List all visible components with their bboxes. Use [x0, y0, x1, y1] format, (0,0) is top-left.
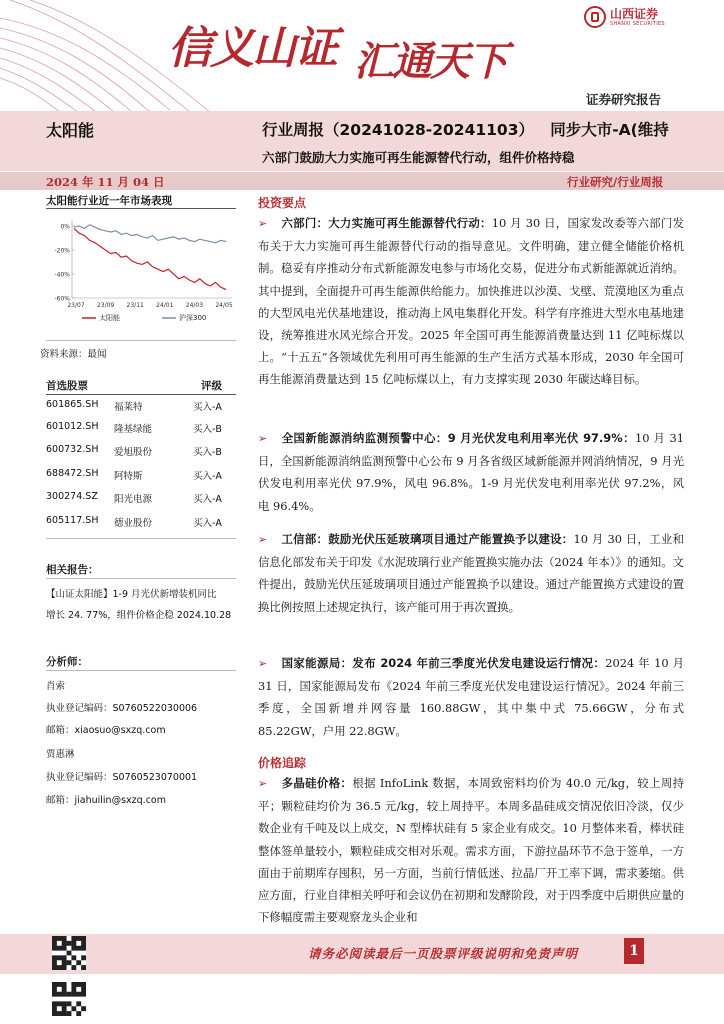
paragraph-lead: 全国新能源消纳监测预警中心：9 月光伏发电利用率光伏 97.9%：: [281, 431, 635, 445]
stock-rating: 买入-A: [193, 471, 222, 482]
y-tick-label: -40%: [54, 271, 70, 279]
stock-row: [46, 468, 236, 488]
stock-code: 300274.SZ: [46, 491, 98, 502]
divider: [46, 340, 236, 341]
analyst-license: 执业登记编码：S0760523070001: [46, 772, 198, 783]
stock-name: 隆基绿能: [114, 424, 153, 435]
sector-name: 太阳能: [46, 121, 95, 140]
x-tick-label: 24/01: [156, 302, 174, 309]
stock-name: 福莱特: [114, 402, 143, 413]
x-tick-label: 23/09: [96, 302, 115, 309]
analyst-email[interactable]: 邮箱：xiaosuo@sxzq.com: [46, 725, 166, 736]
logo-icon: [584, 6, 606, 28]
section-title-price: 价格追踪: [258, 756, 307, 770]
stock-row: [46, 491, 236, 511]
arrow-bullet-icon: ➢: [258, 533, 268, 546]
stock-rating: 买入-B: [193, 447, 222, 458]
y-tick-label: -20%: [54, 247, 70, 255]
series-line-1: [74, 225, 226, 243]
related-reports-title: 相关报告：: [46, 564, 99, 576]
related-report-link[interactable]: [46, 584, 246, 626]
qr-code-icon: [52, 936, 86, 970]
paragraph-text: 10 月 30 日，国家发改委等六部门发布关于大力实施可再生能源替代行动的指导意见。文件明确，建立健全储能价格机制。稳妥有序推动分布式新能源发电参与市场化交易，促进分布式新能源就近消纳。其中提到，全面提升可再生能源供给能力。加快推进以沙漠、戈壁、荒漠地区为重点的大型风电光伏基地建设，推动海上风电集群化开发。科学有序推进大型水电基地建设，统筹推进水风光综合开发。2025 年全国可再生能源消费量达到 11 亿吨标煤以上。“十五五”各领域优先利用可再生能源的生产生活方式基本形成，2030 年全国可再生能源消费量达到 15 亿吨标煤以上，有力支撑实现 2030 年碳达峰目标。: [258, 216, 684, 387]
footer-disclaimer: 请务必阅读最后一页股票评级说明和免责声明: [308, 946, 579, 961]
series-line-0: [74, 228, 226, 289]
stock-row: [46, 399, 236, 419]
divider: [46, 394, 236, 395]
y-tick-label: 0%: [60, 223, 70, 231]
paragraph-lead: 国家能源局：发布 2024 年前三季度光伏发电建设运行情况：: [281, 656, 606, 670]
paragraph-lead: 多晶硅价格：: [281, 776, 353, 790]
page-header: [0, 0, 724, 112]
logo-name-cn: 山西证券: [610, 6, 659, 21]
paragraph-text: 根据 InfoLink 数据，本周致密料均价为 40.0 元/kg，较上周持平；颗粒硅均价为 36.5 元/kg，较上周持平。本周多晶硅成交情况依旧冷淡，仅少数企业有千吨及以上成交，N 型棒状硅有 5 家企业有成交。10 月整体来看，棒状硅整体签单量较小，颗粒硅成交相对乐观。需求方面，下游拉晶环节不急于签单，一方面由于前期库存囤积，另一方面，当前行情低迷、拉晶厂开工率下调，需求萎缩。供应方面，行业自律相关呼吁和会议仍在初期和发酵阶段，对于四季度中后期供应量的下修幅度需主要观察龙头企业和: [258, 776, 684, 925]
stock-row: [46, 444, 236, 464]
stocks-header: [46, 378, 236, 393]
report-title: 行业周报（20241028-20241103） 同步大市-A(维持: [262, 121, 669, 139]
news-paragraph: [258, 772, 684, 928]
y-tick-label: -60%: [54, 295, 70, 303]
news-paragraph: [258, 212, 684, 391]
rating-header-label: 评级: [201, 380, 222, 392]
x-tick-label: 24/03: [185, 302, 204, 309]
stock-code: 605117.SH: [46, 515, 99, 526]
stock-rating: 买入-B: [193, 424, 222, 435]
arrow-bullet-icon: ➢: [258, 657, 268, 670]
qr-code-icon: [52, 982, 86, 1016]
paragraph-text: 10 月 30 日，工业和信息化部发布关于印发《水泥玻璃行业产能置换实施办法（2024 年本）》的通知。文件提出，鼓励光伏压延玻璃项目通过产能置换予以建设。通过产能置换方式建设的置换比例按照上述规定执行，该产能可用于再次置换。: [258, 532, 684, 614]
arrow-bullet-icon: ➢: [258, 217, 268, 230]
stock-name: 阳光电源: [114, 494, 153, 505]
x-tick-label: 24/05: [215, 302, 233, 309]
news-paragraph: [258, 427, 684, 517]
stocks-header-label: 首选股票: [46, 380, 88, 392]
rating: 同步大市-A(维持: [550, 121, 669, 139]
analyst-email[interactable]: 邮箱：jiahuilin@sxzq.com: [46, 795, 166, 806]
news-paragraph: [258, 652, 684, 742]
logo-name-en: SHANXI SECURITIES: [610, 20, 665, 27]
divider: [46, 208, 236, 209]
market-chart-svg: [46, 214, 236, 334]
chart-source: 资料来源：最闻: [40, 349, 107, 360]
stock-code: 688472.SH: [46, 468, 99, 479]
stock-code: 601865.SH: [46, 399, 99, 410]
slogan-part1: 信义山证: [168, 23, 336, 74]
analyst-name: 贾惠淋: [46, 749, 75, 760]
divider: [46, 538, 236, 539]
related-report-line: 增长 24. 77%，组件价格企稳 2024.10.28: [46, 610, 232, 621]
chart-title: 太阳能行业近一年市场表现: [46, 195, 172, 207]
report-type-label: 证券研究报告: [586, 92, 662, 107]
market-chart: [46, 214, 236, 334]
report-date: 2024 年 11 月 04 日: [46, 175, 165, 189]
legend-label: 沪深300: [179, 314, 207, 322]
analysts-title: 分析师：: [46, 656, 88, 668]
report-category: 行业研究/行业周报: [567, 175, 664, 189]
x-tick-label: 23/07: [67, 302, 85, 309]
section-title-investment: 投资要点: [258, 196, 307, 210]
paragraph-lead: 工信部：鼓励光伏压延玻璃项目通过产能置换予以建设：: [281, 532, 574, 546]
analyst-license: 执业登记编码：S0760522030006: [46, 703, 198, 714]
divider: [46, 578, 236, 579]
stock-rating: 买入-A: [193, 494, 222, 505]
arrow-bullet-icon: ➢: [258, 777, 268, 790]
stock-code: 600732.SH: [46, 444, 99, 455]
analyst-name: 肖索: [46, 681, 66, 692]
divider: [46, 670, 236, 671]
stock-rating: 买入-A: [193, 402, 222, 413]
paragraph-text: 10 月 31 日，全国新能源消纳监测预警中心公布 9 月各省级区域新能源并网消纳情况，9 月光伏发电利用率光伏 97.9%，风电 96.8%。1-9 月光伏发电利用率光伏 97.2%，风电 96.4%。: [258, 431, 684, 513]
stock-row: [46, 421, 236, 441]
slogan-part2: 汇通天下: [354, 39, 506, 85]
company-logo: [584, 6, 665, 28]
x-tick-label: 23/11: [126, 302, 144, 309]
stock-row: [46, 515, 236, 535]
stock-rating: 买入-A: [193, 518, 222, 529]
page-number: 1: [624, 938, 644, 964]
report-subtitle: 六部门鼓励大力实施可再生能源替代行动，组件价格持稳: [262, 150, 575, 165]
paragraph-lead: 六部门：大力实施可再生能源替代行动：: [281, 216, 492, 230]
arrow-bullet-icon: ➢: [258, 432, 268, 445]
legend-label: 太阳能: [99, 314, 120, 322]
stock-name: 德业股份: [114, 518, 153, 529]
stock-name: 阿特斯: [114, 471, 143, 482]
related-report-line: 【山证太阳能】1-9 月光伏新增装机同比: [46, 589, 217, 600]
news-paragraph: [258, 528, 684, 618]
stock-code: 601012.SH: [46, 421, 99, 432]
stock-name: 爱旭股份: [114, 447, 153, 458]
paragraph-text: 2024 年 10 月 31 日，国家能源局发布《2024 年前三季度光伏发电建设运行情况》。2024 年前三季度，全国新增并网容量 160.88GW，其中集中式 75.66GW，分布式 85.22GW，户用 22.8GW。: [258, 656, 684, 738]
